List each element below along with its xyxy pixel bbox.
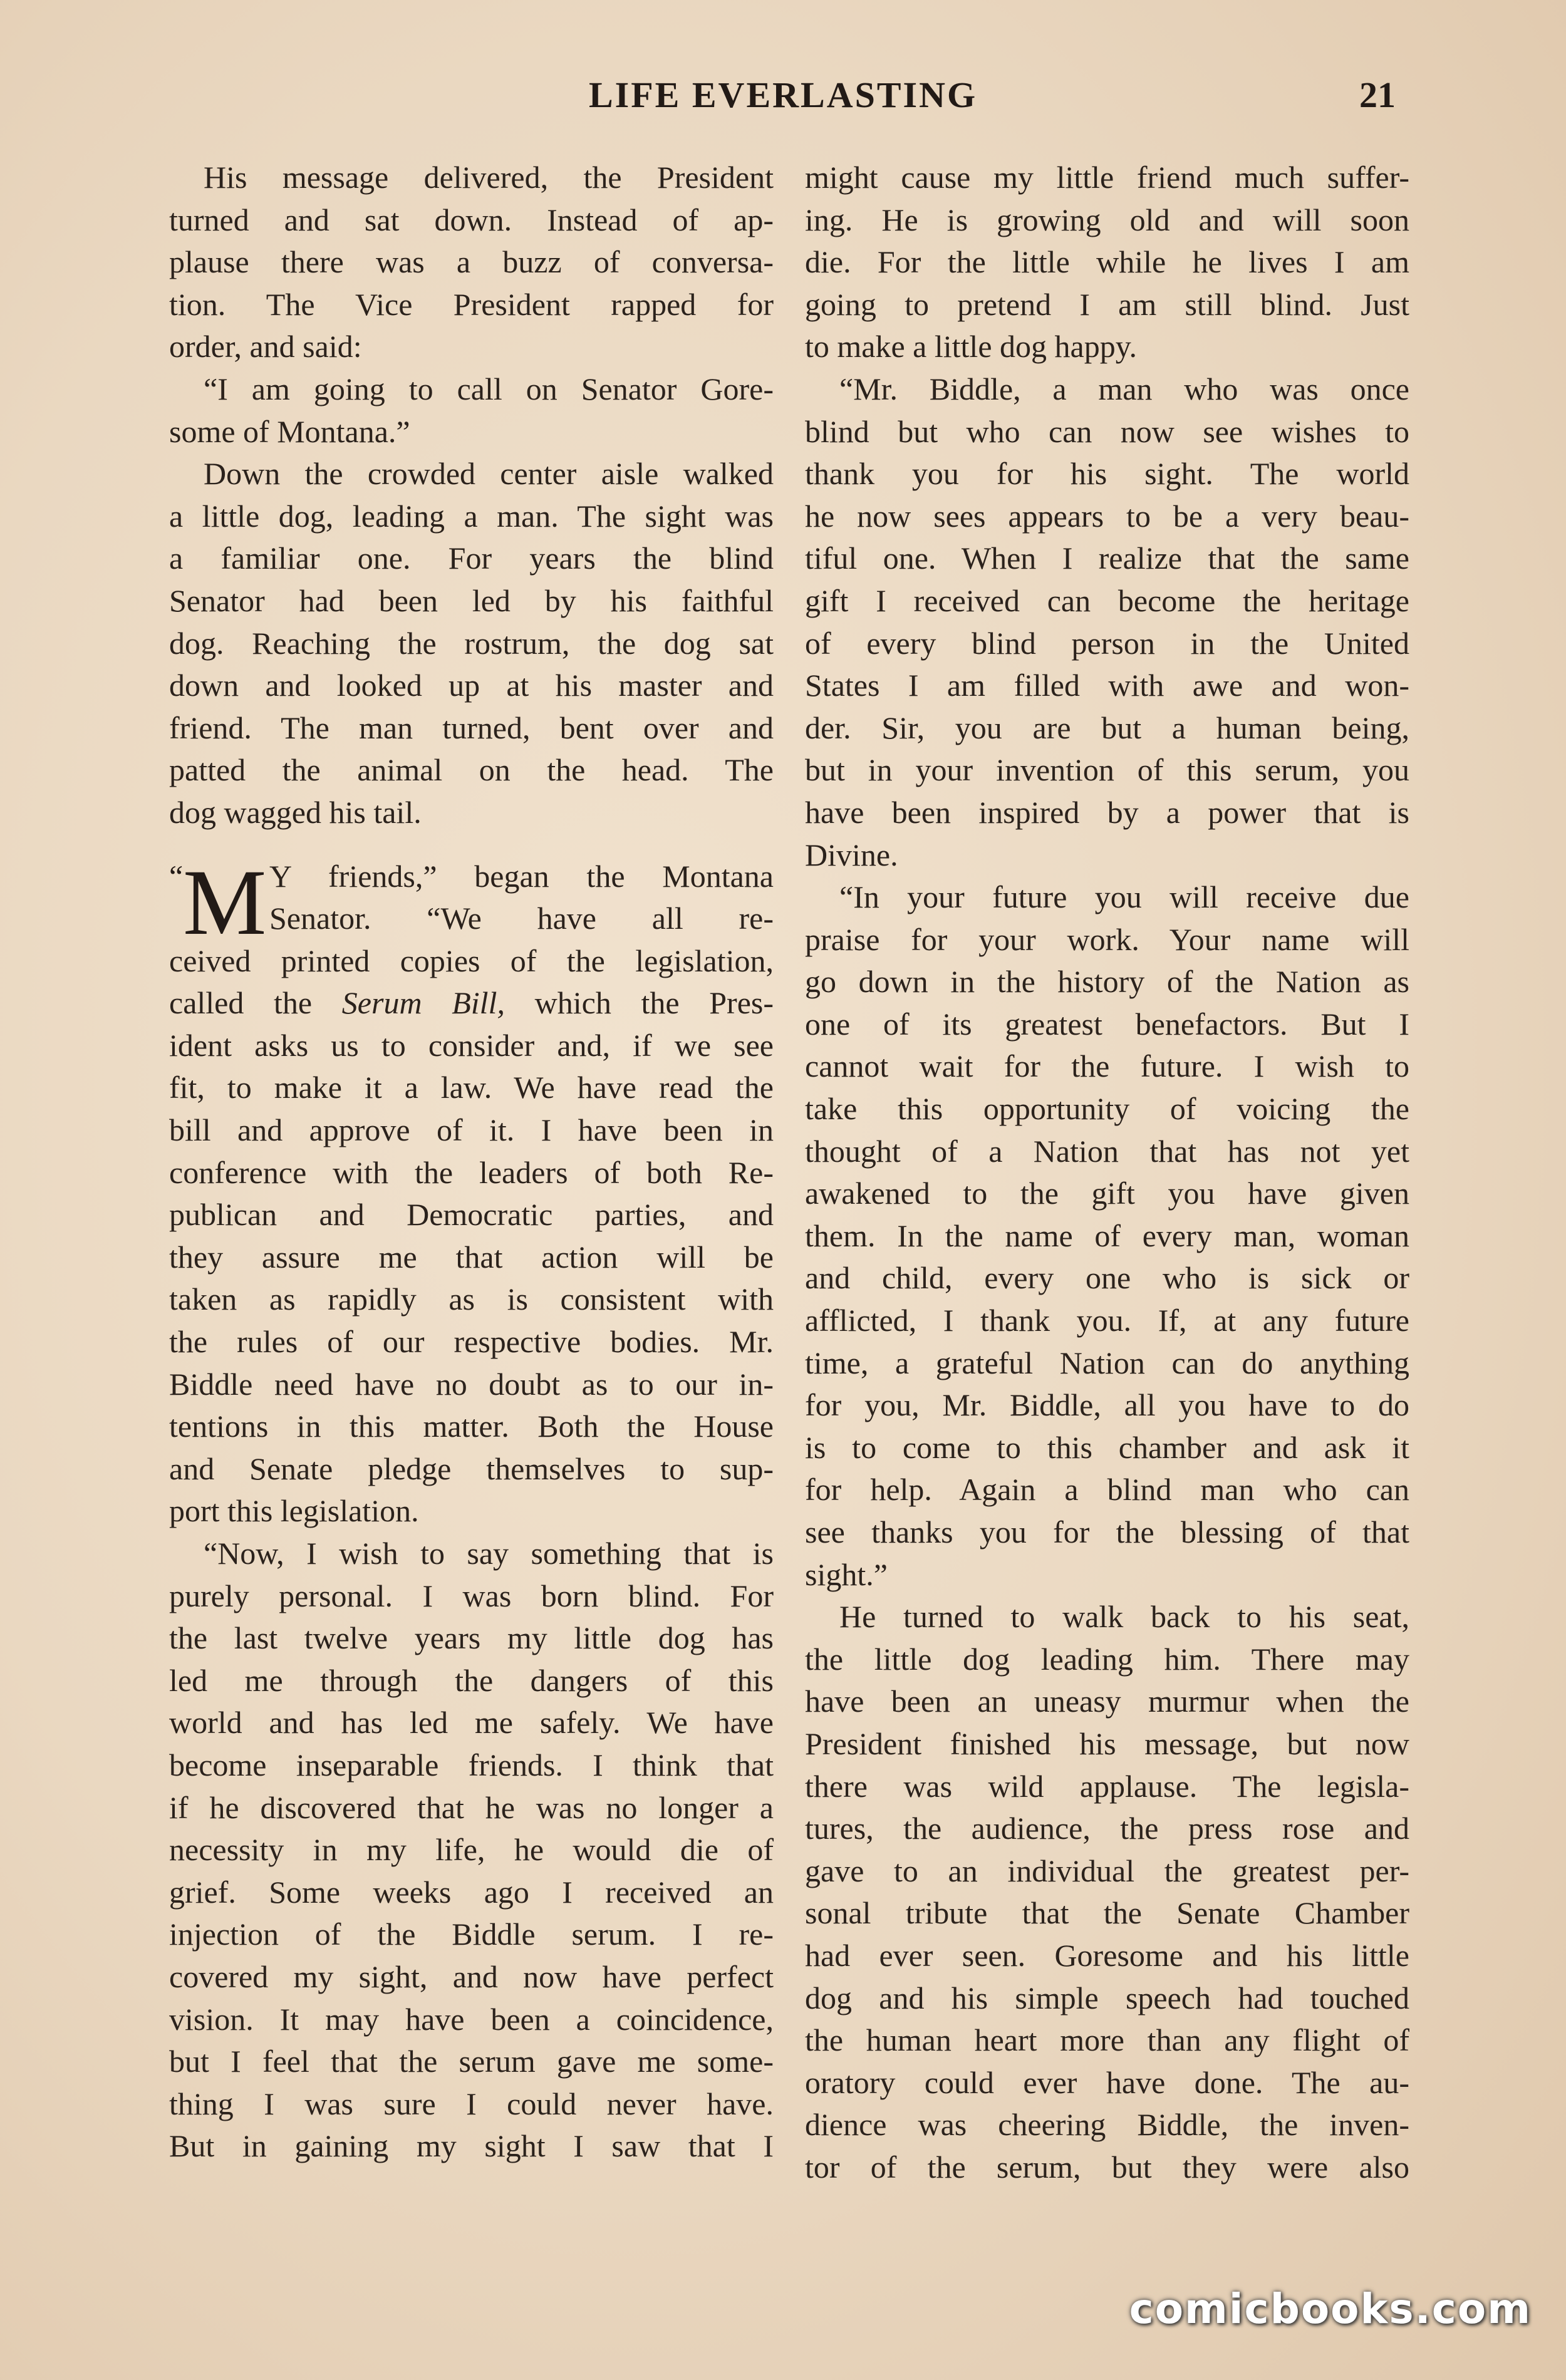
running-head — [0, 74, 1566, 124]
text-line: Senator had been led by his faithful — [169, 582, 774, 618]
text-line: have been inspired by a power that is — [805, 794, 1409, 830]
text-line: the little dog leading him. There may — [805, 1641, 1409, 1677]
text-line: and Senate pledge themselves to sup- — [169, 1451, 774, 1486]
text-line: fit, to make it a law. We have read the — [169, 1070, 774, 1105]
text-line: cannot wait for the future. I wish to — [805, 1048, 1409, 1084]
text-line: gift I received can become the heritage — [805, 582, 1409, 618]
page-number: 21 — [1359, 75, 1396, 115]
watermark: comicbooks.com — [1129, 2285, 1532, 2333]
text-line: sight.” — [805, 1556, 888, 1592]
text-line: might cause my little friend much suffer- — [805, 160, 1409, 195]
text-line: plause there was a buzz of conversa- — [169, 244, 774, 280]
text-line: gave to an individual the greatest per- — [805, 1853, 1409, 1888]
text-line: there was wild applause. The legisla- — [805, 1768, 1409, 1804]
text-line: if he discovered that he was no longer a — [169, 1789, 774, 1825]
text-line: dience was cheering Biddle, the inven- — [805, 2107, 1409, 2143]
text-line: he now sees appears to be a very beau- — [805, 498, 1409, 534]
running-title: LIFE EVERLASTING — [589, 75, 978, 115]
text-line: thing I was sure I could never have. — [169, 2086, 774, 2121]
text-line: vision. It may have been a coincidence, — [169, 2001, 774, 2037]
left-column — [169, 157, 774, 2168]
text-line: order, and said: — [169, 329, 362, 365]
text-line: ing. He is growing old and will soon — [805, 202, 1409, 237]
text-line: die. For the little while he lives I am — [805, 244, 1409, 280]
right-column — [805, 157, 1409, 2189]
text-line: Senator. “We have all re- — [269, 901, 774, 936]
text-line: tentions in this matter. Both the House — [169, 1409, 774, 1444]
text-line: a little dog, leading a man. The sight was — [169, 498, 774, 534]
text-line: going to pretend I am still blind. Just — [805, 286, 1409, 322]
text-line: the human heart more than any flight of — [805, 2022, 1409, 2058]
text-line: bill and approve of it. I have been in — [169, 1112, 774, 1148]
text-fragment: called the — [169, 985, 342, 1021]
text-line: der. Sir, you are but a human being, — [805, 710, 1409, 745]
text-line: awakened to the gift you have given — [805, 1176, 1409, 1211]
text-line: but I feel that the serum gave me some- — [169, 2044, 774, 2079]
text-line: led me through the dangers of this — [169, 1662, 774, 1698]
text-line: oratory could ever have done. The au- — [805, 2064, 1409, 2100]
text-line: down and looked up at his master and — [169, 668, 774, 703]
text-line: grief. Some weeks ago I received an — [169, 1874, 774, 1910]
text-line: publican and Democratic parties, and — [169, 1197, 774, 1233]
text-line: Divine. — [805, 837, 898, 872]
text-line: one of its greatest benefactors. But I — [805, 1006, 1409, 1042]
text-line: is to come to this chamber and ask it — [805, 1429, 1409, 1465]
text-line: taken as rapidly as is consistent with — [169, 1281, 774, 1317]
text-line: time, a grateful Nation can do anything — [805, 1345, 1409, 1380]
text-line: go down in the history of the Nation as — [805, 964, 1409, 1000]
text-line: world and has led me safely. We have — [169, 1705, 774, 1741]
text-line — [169, 982, 774, 1025]
text-line: to make a little dog happy. — [805, 329, 1137, 365]
text-line: dog. Reaching the rostrum, the dog sat — [169, 625, 774, 661]
text-line: them. In the name of every man, woman — [805, 1218, 1409, 1253]
text-line: President finished his message, but now — [805, 1725, 1409, 1761]
text-line: for help. Again a blind man who can — [805, 1472, 1409, 1508]
text-line: praise for your work. Your name will — [805, 921, 1409, 957]
dropcap-letter: M — [183, 850, 267, 955]
text-line: some of Montana.” — [169, 413, 410, 449]
text-line: “Mr. Biddle, a man who was once — [839, 371, 1409, 406]
text-line: patted the animal on the head. The — [169, 752, 774, 788]
text-line: the rules of our respective bodies. Mr. — [169, 1324, 774, 1360]
text-line: purely personal. I was born blind. For — [169, 1578, 774, 1613]
text-line: for you, Mr. Biddle, all you have to do — [805, 1387, 1409, 1423]
italic-bill-name: Serum Bill, — [341, 985, 505, 1021]
text-line: dog and his simple speech had touched — [805, 1980, 1409, 2015]
text-line: the last twelve years my little dog has — [169, 1620, 774, 1656]
text-fragment: which the Pres- — [504, 985, 774, 1021]
text-line: necessity in my life, he would die of — [169, 1832, 774, 1868]
text-line: ident asks us to consider and, if we see — [169, 1027, 774, 1063]
text-line: covered my sight, and now have perfect — [169, 1958, 774, 1994]
text-line: tures, the audience, the press rose and — [805, 1811, 1409, 1846]
text-line: He turned to walk back to his seat, — [839, 1599, 1409, 1635]
text-line: Down the crowded center aisle walked — [204, 456, 774, 492]
text-line: States I am filled with awe and won- — [805, 668, 1409, 703]
text-line: have been an uneasy murmur when the — [805, 1684, 1409, 1719]
dropcap-paragraph-start — [169, 850, 774, 955]
text-line: but in your invention of this serum, you — [805, 752, 1409, 788]
text-line: But in gaining my sight I saw that I — [169, 2128, 774, 2164]
text-line: thought of a Nation that has not yet — [805, 1133, 1409, 1169]
text-line: port this legislation. — [169, 1493, 419, 1529]
text-line: sonal tribute that the Senate Chamber — [805, 1895, 1409, 1931]
text-line: see thanks you for the blessing of that — [805, 1514, 1409, 1550]
dropcap-quote: “ — [169, 858, 184, 894]
text-line: a familiar one. For years the blind — [169, 541, 774, 576]
text-line: tor of the serum, but they were also — [805, 2149, 1409, 2185]
text-line: dog wagged his tail. — [169, 794, 422, 830]
text-line: “Now, I wish to say something that is — [204, 1536, 774, 1571]
text-line: ceived printed copies of the legislation, — [169, 943, 774, 978]
text-line: afflicted, I thank you. If, at any future — [805, 1303, 1409, 1338]
text-line: His message delivered, the President — [204, 160, 774, 195]
text-line: blind but who can now see wishes to — [805, 413, 1409, 449]
text-line: friend. The man turned, bent over and — [169, 710, 774, 745]
text-line: tion. The Vice President rapped for — [169, 286, 774, 322]
text-line: had ever seen. Goresome and his little — [805, 1937, 1409, 1973]
text-line: thank you for his sight. The world — [805, 456, 1409, 492]
text-line: and child, every one who is sick or — [805, 1260, 1409, 1296]
text-line: conference with the leaders of both Re- — [169, 1154, 774, 1190]
text-line: injection of the Biddle serum. I re- — [169, 1917, 774, 1952]
text-line: become inseparable friends. I think that — [169, 1747, 774, 1782]
text-line: take this opportunity of voicing the — [805, 1091, 1409, 1127]
text-line: they assure me that action will be — [169, 1239, 774, 1275]
text-line: of every blind person in the United — [805, 625, 1409, 661]
text-line: “I am going to call on Senator Gore- — [204, 371, 774, 406]
text-line: tiful one. When I realize that the same — [805, 541, 1409, 576]
text-line: turned and sat down. Instead of ap- — [169, 202, 774, 237]
text-line: Biddle need have no doubt as to our in- — [169, 1366, 774, 1402]
text-line: Y friends,” began the Montana — [269, 858, 774, 894]
text-line: “In your future you will receive due — [839, 879, 1409, 915]
